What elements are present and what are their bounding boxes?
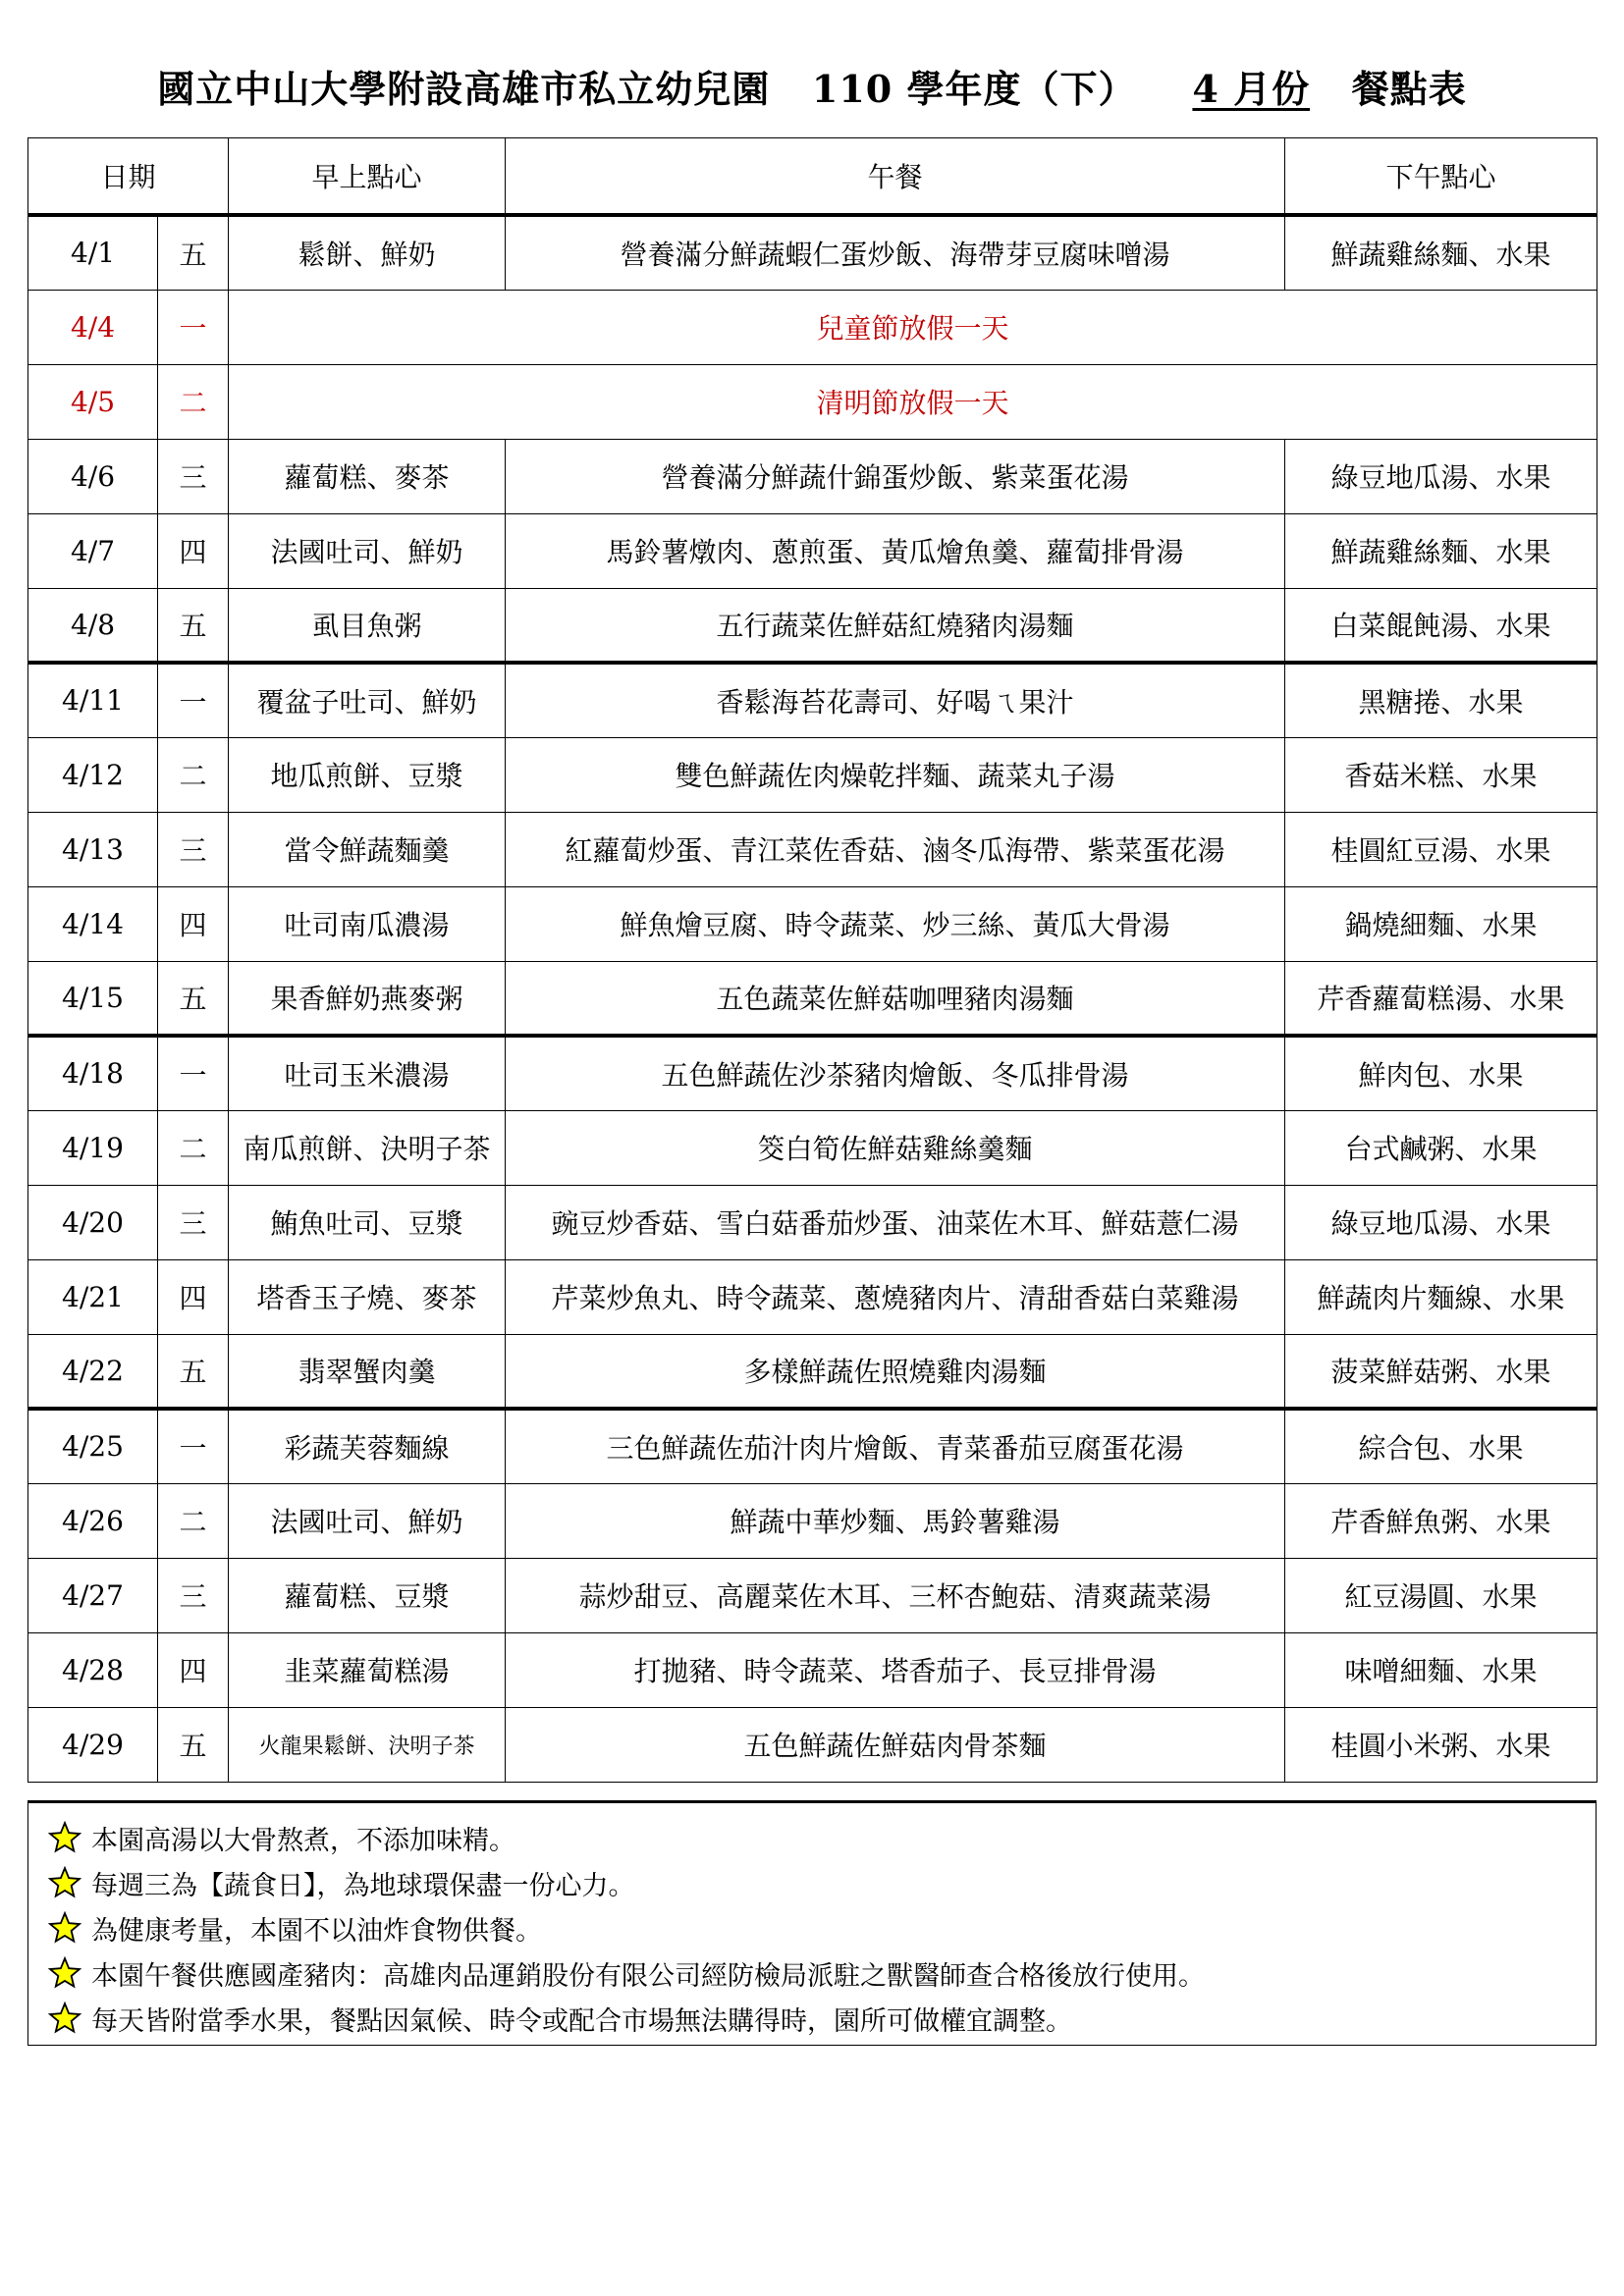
day-cell: 一 [158, 1409, 229, 1483]
morning-snack-cell: 果香鮮奶燕麥粥 [229, 961, 506, 1036]
date-cell: 4/28 [28, 1632, 158, 1707]
morning-snack-cell: 火龍果鬆餅、決明子茶 [229, 1707, 506, 1782]
title-suffix: 餐點表 [1351, 67, 1467, 111]
date-cell: 4/5 [28, 364, 158, 439]
date-cell: 4/26 [28, 1483, 158, 1558]
note-item [48, 1815, 1576, 1860]
date-cell: 4/11 [28, 663, 158, 737]
day-cell: 二 [158, 737, 229, 812]
lunch-cell: 營養滿分鮮蔬蝦仁蛋炒飯、海帶芽豆腐味噌湯 [506, 215, 1285, 290]
afternoon-snack-cell: 鮮蔬雞絲麵、水果 [1285, 513, 1597, 588]
title-school: 國立中山大學附設高雄市私立幼兒園 [157, 67, 771, 111]
page-title [0, 59, 1624, 113]
date-cell: 4/8 [28, 588, 158, 663]
morning-snack-cell: 法國吐司、鮮奶 [229, 1483, 506, 1558]
table-row [28, 1334, 1597, 1409]
morning-snack-cell: 塔香玉子燒、麥茶 [229, 1259, 506, 1334]
morning-snack-cell: 覆盆子吐司、鮮奶 [229, 663, 506, 737]
morning-snack-cell: 吐司玉米濃湯 [229, 1036, 506, 1110]
note-item [48, 1950, 1576, 1996]
day-cell: 五 [158, 215, 229, 290]
header-lunch: 午餐 [506, 138, 1285, 216]
star-icon [48, 1956, 81, 1990]
lunch-cell: 打拋豬、時令蔬菜、塔香茄子、長豆排骨湯 [506, 1632, 1285, 1707]
table-row [28, 1632, 1597, 1707]
title-year: 110 學年度（下） [811, 67, 1137, 111]
lunch-cell: 芹菜炒魚丸、時令蔬菜、蔥燒豬肉片、清甜香菇白菜雞湯 [506, 1259, 1285, 1334]
day-cell: 三 [158, 439, 229, 513]
date-cell: 4/19 [28, 1110, 158, 1185]
lunch-cell: 筊白筍佐鮮菇雞絲羹麵 [506, 1110, 1285, 1185]
day-cell: 一 [158, 663, 229, 737]
header-afternoon: 下午點心 [1285, 138, 1597, 216]
date-cell: 4/4 [28, 290, 158, 364]
day-cell: 一 [158, 290, 229, 364]
table-row [28, 588, 1597, 663]
date-cell: 4/15 [28, 961, 158, 1036]
menu-body [28, 215, 1597, 1782]
menu-table [27, 137, 1597, 1783]
table-row [28, 1110, 1597, 1185]
note-text: 為健康考量，本園不以油炸食物供餐。 [91, 1915, 542, 1947]
lunch-cell: 五行蔬菜佐鮮菇紅燒豬肉湯麵 [506, 588, 1285, 663]
header-morning: 早上點心 [229, 138, 506, 216]
table-row [28, 961, 1597, 1036]
afternoon-snack-cell: 桂圓紅豆湯、水果 [1285, 812, 1597, 886]
morning-snack-cell: 鮪魚吐司、豆漿 [229, 1185, 506, 1259]
day-cell: 一 [158, 1036, 229, 1110]
note-item [48, 1905, 1576, 1950]
morning-snack-cell: 法國吐司、鮮奶 [229, 513, 506, 588]
table-row [28, 1185, 1597, 1259]
date-cell: 4/29 [28, 1707, 158, 1782]
day-cell: 五 [158, 1707, 229, 1782]
note-item [48, 1860, 1576, 1905]
table-row [28, 215, 1597, 290]
day-cell: 二 [158, 1483, 229, 1558]
date-cell: 4/6 [28, 439, 158, 513]
table-row [28, 1409, 1597, 1483]
day-cell: 三 [158, 1185, 229, 1259]
afternoon-snack-cell: 菠菜鮮菇粥、水果 [1285, 1334, 1597, 1409]
morning-snack-cell: 蘿蔔糕、豆漿 [229, 1558, 506, 1632]
lunch-cell: 紅蘿蔔炒蛋、青江菜佐香菇、滷冬瓜海帶、紫菜蛋花湯 [506, 812, 1285, 886]
afternoon-snack-cell: 紅豆湯圓、水果 [1285, 1558, 1597, 1632]
lunch-cell: 三色鮮蔬佐茄汁肉片燴飯、青菜番茄豆腐蛋花湯 [506, 1409, 1285, 1483]
table-row [28, 886, 1597, 961]
holiday-cell: 清明節放假一天 [229, 364, 1597, 439]
morning-snack-cell: 彩蔬芙蓉麵線 [229, 1409, 506, 1483]
lunch-cell: 營養滿分鮮蔬什錦蛋炒飯、紫菜蛋花湯 [506, 439, 1285, 513]
afternoon-snack-cell: 香菇米糕、水果 [1285, 737, 1597, 812]
lunch-cell: 五色鮮蔬佐沙茶豬肉燴飯、冬瓜排骨湯 [506, 1036, 1285, 1110]
afternoon-snack-cell: 綠豆地瓜湯、水果 [1285, 439, 1597, 513]
date-cell: 4/12 [28, 737, 158, 812]
afternoon-snack-cell: 白菜餛飩湯、水果 [1285, 588, 1597, 663]
table-row [28, 439, 1597, 513]
lunch-cell: 豌豆炒香菇、雪白菇番茄炒蛋、油菜佐木耳、鮮菇薏仁湯 [506, 1185, 1285, 1259]
day-cell: 三 [158, 1558, 229, 1632]
lunch-cell: 馬鈴薯燉肉、蔥煎蛋、黃瓜燴魚羹、蘿蔔排骨湯 [506, 513, 1285, 588]
date-cell: 4/21 [28, 1259, 158, 1334]
morning-snack-cell: 南瓜煎餅、決明子茶 [229, 1110, 506, 1185]
note-text: 每週三為【蔬食日】，為地球環保盡一份心力。 [91, 1870, 635, 1901]
day-cell: 四 [158, 1259, 229, 1334]
title-month: 4 月份 [1192, 67, 1311, 111]
morning-snack-cell: 鬆餅、鮮奶 [229, 215, 506, 290]
table-row [28, 663, 1597, 737]
date-cell: 4/18 [28, 1036, 158, 1110]
day-cell: 四 [158, 1632, 229, 1707]
day-cell: 三 [158, 812, 229, 886]
note-text: 每天皆附當季水果，餐點因氣候、時令或配合市場無法購得時，園所可做權宜調整。 [91, 2005, 1072, 2037]
date-cell: 4/25 [28, 1409, 158, 1483]
morning-snack-cell: 地瓜煎餅、豆漿 [229, 737, 506, 812]
day-cell: 五 [158, 1334, 229, 1409]
table-row [28, 1259, 1597, 1334]
date-cell: 4/27 [28, 1558, 158, 1632]
afternoon-snack-cell: 鮮肉包、水果 [1285, 1036, 1597, 1110]
afternoon-snack-cell: 桂圓小米粥、水果 [1285, 1707, 1597, 1782]
note-text: 本園午餐供應國產豬肉：高雄肉品運銷股份有限公司經防檢局派駐之獸醫師查合格後放行使用。 [91, 1960, 1205, 1992]
morning-snack-cell: 翡翠蟹肉羹 [229, 1334, 506, 1409]
day-cell: 五 [158, 588, 229, 663]
afternoon-snack-cell: 鮮蔬肉片麵線、水果 [1285, 1259, 1597, 1334]
day-cell: 四 [158, 513, 229, 588]
lunch-cell: 多樣鮮蔬佐照燒雞肉湯麵 [506, 1334, 1285, 1409]
afternoon-snack-cell: 芹香蘿蔔糕湯、水果 [1285, 961, 1597, 1036]
day-cell: 二 [158, 364, 229, 439]
morning-snack-cell: 韭菜蘿蔔糕湯 [229, 1632, 506, 1707]
table-row [28, 1558, 1597, 1632]
table-row [28, 1036, 1597, 1110]
note-text: 本園高湯以大骨熬煮，不添加味精。 [91, 1825, 515, 1856]
star-icon [48, 2002, 81, 2035]
afternoon-snack-cell: 鍋燒細麵、水果 [1285, 886, 1597, 961]
day-cell: 二 [158, 1110, 229, 1185]
holiday-cell: 兒童節放假一天 [229, 290, 1597, 364]
header-date: 日期 [28, 138, 229, 216]
star-icon [48, 1911, 81, 1945]
star-icon [48, 1866, 81, 1899]
holiday-row [28, 364, 1597, 439]
date-cell: 4/7 [28, 513, 158, 588]
table-row [28, 737, 1597, 812]
date-cell: 4/22 [28, 1334, 158, 1409]
holiday-row [28, 290, 1597, 364]
morning-snack-cell: 吐司南瓜濃湯 [229, 886, 506, 961]
lunch-cell: 鮮魚燴豆腐、時令蔬菜、炒三絲、黃瓜大骨湯 [506, 886, 1285, 961]
lunch-cell: 香鬆海苔花壽司、好喝ㄟ果汁 [506, 663, 1285, 737]
header-row [28, 138, 1597, 216]
lunch-cell: 雙色鮮蔬佐肉燥乾拌麵、蔬菜丸子湯 [506, 737, 1285, 812]
lunch-cell: 五色蔬菜佐鮮菇咖哩豬肉湯麵 [506, 961, 1285, 1036]
afternoon-snack-cell: 味噌細麵、水果 [1285, 1632, 1597, 1707]
day-cell: 五 [158, 961, 229, 1036]
table-row [28, 1483, 1597, 1558]
morning-snack-cell: 虱目魚粥 [229, 588, 506, 663]
date-cell: 4/20 [28, 1185, 158, 1259]
lunch-cell: 蒜炒甜豆、高麗菜佐木耳、三杯杏鮑菇、清爽蔬菜湯 [506, 1558, 1285, 1632]
afternoon-snack-cell: 綠豆地瓜湯、水果 [1285, 1185, 1597, 1259]
table-row [28, 1707, 1597, 1782]
afternoon-snack-cell: 綜合包、水果 [1285, 1409, 1597, 1483]
morning-snack-cell: 當令鮮蔬麵羹 [229, 812, 506, 886]
star-icon [48, 1821, 81, 1854]
date-cell: 4/14 [28, 886, 158, 961]
note-item [48, 1996, 1576, 2041]
date-cell: 4/13 [28, 812, 158, 886]
date-cell: 4/1 [28, 215, 158, 290]
afternoon-snack-cell: 鮮蔬雞絲麵、水果 [1285, 215, 1597, 290]
afternoon-snack-cell: 黑糖捲、水果 [1285, 663, 1597, 737]
table-row [28, 513, 1597, 588]
afternoon-snack-cell: 芹香鮮魚粥、水果 [1285, 1483, 1597, 1558]
lunch-cell: 五色鮮蔬佐鮮菇肉骨茶麵 [506, 1707, 1285, 1782]
afternoon-snack-cell: 台式鹹粥、水果 [1285, 1110, 1597, 1185]
notes-box [27, 1800, 1597, 2046]
day-cell: 四 [158, 886, 229, 961]
table-row [28, 812, 1597, 886]
morning-snack-cell: 蘿蔔糕、麥茶 [229, 439, 506, 513]
lunch-cell: 鮮蔬中華炒麵、馬鈴薯雞湯 [506, 1483, 1285, 1558]
